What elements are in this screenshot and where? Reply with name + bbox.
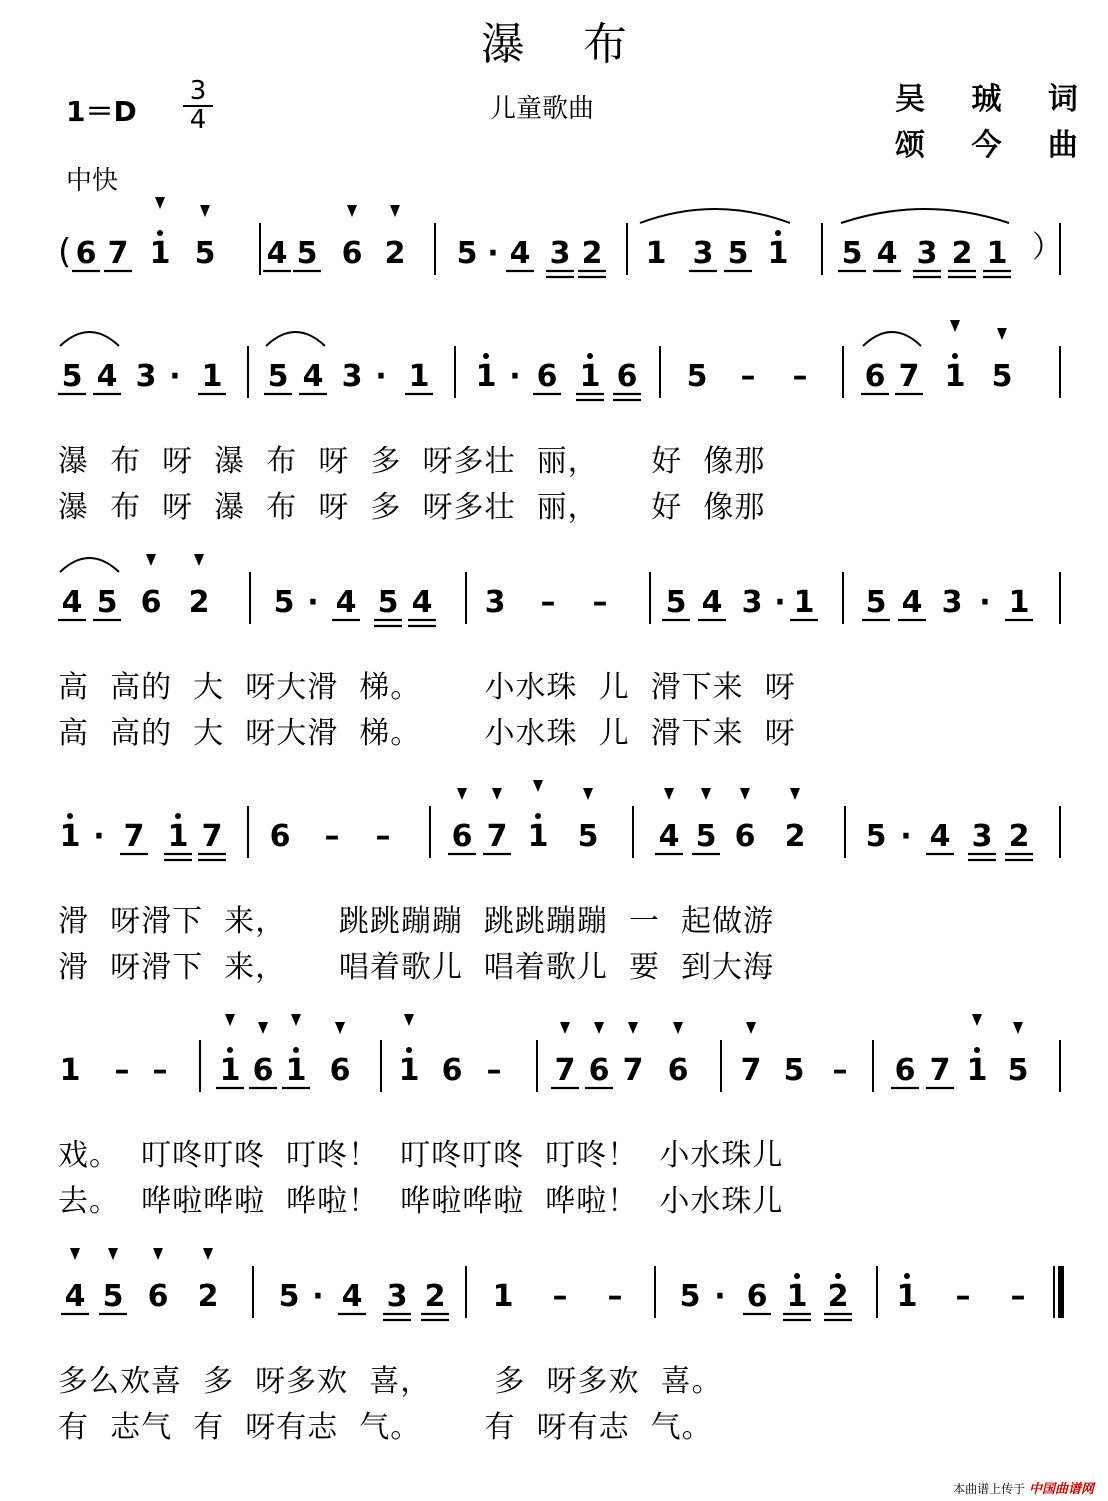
lyric-verse-2: 瀑 布 呀 瀑 布 呀 多 呀多壮 丽， 好 像那 xyxy=(58,490,766,525)
accent-mark xyxy=(533,780,543,792)
note: 5 xyxy=(278,1279,300,1314)
note: 4 xyxy=(96,359,118,394)
lyric-verse-1: 戏。 叮咚叮咚 叮咚！ 叮咚叮咚 叮咚！ 小水珠儿 xyxy=(58,1138,784,1173)
note: 1 xyxy=(966,1053,988,1088)
accent-mark xyxy=(258,1022,268,1034)
time-signature-denominator: 4 xyxy=(189,105,207,135)
octave-dot xyxy=(535,813,541,819)
accent-mark xyxy=(457,788,467,800)
dash-note: – xyxy=(592,585,608,620)
note: 5 xyxy=(679,1279,701,1314)
accent-mark xyxy=(390,205,400,217)
dot-note: · xyxy=(375,359,387,394)
note: 6 xyxy=(269,819,291,854)
accent-mark xyxy=(997,328,1007,340)
note: 7 xyxy=(929,1053,951,1088)
dash-note: – xyxy=(486,1053,502,1088)
note: 5 xyxy=(194,236,216,271)
octave-dot xyxy=(67,813,73,819)
octave-dot xyxy=(587,353,593,359)
accent-mark xyxy=(155,197,165,209)
note: 4 xyxy=(876,236,898,271)
note: 1 xyxy=(475,359,497,394)
accent-mark xyxy=(594,1022,604,1034)
note: 7 xyxy=(123,819,145,854)
note: 3 xyxy=(971,819,993,854)
octave-dot xyxy=(483,353,489,359)
note: 7 xyxy=(107,236,129,271)
accent-mark xyxy=(146,554,156,566)
note: 6 xyxy=(864,359,886,394)
footer-credit xyxy=(953,1478,1094,1497)
dash-note: – xyxy=(324,819,340,854)
note: 4 xyxy=(509,236,531,271)
note: 3 xyxy=(692,236,714,271)
octave-dot xyxy=(293,1047,299,1053)
time-signature xyxy=(183,78,213,133)
note: 5 xyxy=(456,236,478,271)
lyric-verse-2: 高 高的 大 呀大滑 梯。 小水珠 儿 滑下来 呀 xyxy=(58,716,796,751)
note: 5 xyxy=(686,359,708,394)
accent-mark xyxy=(701,788,711,800)
dash-note: – xyxy=(114,1053,130,1088)
note: 6 xyxy=(746,1279,768,1314)
lyric-verse-1: 高 高的 大 呀大滑 梯。 小水珠 儿 滑下来 呀 xyxy=(58,670,796,705)
note: 6 xyxy=(667,1053,689,1088)
octave-dot xyxy=(406,1047,412,1053)
note: 5 xyxy=(61,359,83,394)
note: 4 xyxy=(929,819,951,854)
lyric-verse-1: 滑 呀滑下 来， 跳跳蹦蹦 跳跳蹦蹦 一 起做游 xyxy=(58,904,775,939)
accent-mark xyxy=(664,788,674,800)
octave-dot xyxy=(952,353,958,359)
note: 5 xyxy=(727,236,749,271)
accent-mark xyxy=(583,788,593,800)
accent-mark xyxy=(628,1022,638,1034)
dash-note: – xyxy=(1010,1279,1026,1314)
footer-text: 本曲谱上传于 xyxy=(953,1482,1026,1496)
accent-mark xyxy=(335,1022,345,1034)
note: 6 xyxy=(616,359,638,394)
note: 5 xyxy=(273,585,295,620)
note: 1 xyxy=(201,359,223,394)
note: 2 xyxy=(581,236,603,271)
time-signature-numerator: 3 xyxy=(183,78,213,107)
note: 3 xyxy=(386,1279,408,1314)
note: 3 xyxy=(916,236,938,271)
note: 4 xyxy=(64,1279,86,1314)
accent-mark xyxy=(194,554,204,566)
note: 6 xyxy=(329,1053,351,1088)
accent-mark xyxy=(1013,1022,1023,1034)
note: 7 xyxy=(622,1053,644,1088)
slur-arc xyxy=(841,209,1009,223)
note: 1 xyxy=(786,1279,808,1314)
note: 4 xyxy=(411,585,433,620)
note: 6 xyxy=(734,819,756,854)
accent-mark xyxy=(153,1248,163,1260)
note: 2 xyxy=(827,1279,849,1314)
note: 6 xyxy=(441,1053,463,1088)
note: 1 xyxy=(579,359,601,394)
note: 5 xyxy=(96,585,118,620)
note: 2 xyxy=(384,236,406,271)
site-logo: 中国曲谱网 xyxy=(1028,1482,1094,1497)
octave-dot xyxy=(794,1273,800,1279)
dash-note: – xyxy=(607,1279,623,1314)
note: 4 xyxy=(701,585,723,620)
note: 1 xyxy=(896,1279,918,1314)
octave-dot xyxy=(175,813,181,819)
note: 1 xyxy=(645,236,667,271)
note: 5 xyxy=(296,236,318,271)
dash-note: – xyxy=(740,359,756,394)
note: 3 xyxy=(135,359,157,394)
note: 1 xyxy=(986,236,1008,271)
dot-note: · xyxy=(900,819,912,854)
note: 5 xyxy=(783,1053,805,1088)
note: 6 xyxy=(147,1279,169,1314)
note: 5 xyxy=(577,819,599,854)
note: 1 xyxy=(944,359,966,394)
note: 1 xyxy=(793,585,815,620)
note: 1 xyxy=(527,819,549,854)
note: 6 xyxy=(451,819,473,854)
octave-dot xyxy=(157,230,163,236)
accent-mark xyxy=(347,205,357,217)
dash-note: – xyxy=(792,359,808,394)
song-title: 瀑布 xyxy=(481,19,685,70)
slur-arc xyxy=(863,332,921,346)
note: 6 xyxy=(252,1053,274,1088)
close-paren: ） xyxy=(1032,230,1062,265)
accent-mark xyxy=(790,788,800,800)
octave-dot xyxy=(904,1273,910,1279)
accent-mark xyxy=(740,788,750,800)
note: 5 xyxy=(377,585,399,620)
note: 7 xyxy=(201,819,223,854)
octave-dot xyxy=(227,1047,233,1053)
dot-note: · xyxy=(714,1279,726,1314)
note: 2 xyxy=(197,1279,219,1314)
note: 4 xyxy=(335,585,357,620)
note: 5 xyxy=(865,585,887,620)
lyricist-credit: 吴 珹 词 xyxy=(895,82,1096,117)
slur-arc xyxy=(266,332,325,346)
octave-dot xyxy=(775,230,781,236)
note: 3 xyxy=(741,585,763,620)
composer-credit: 颂 今 曲 xyxy=(895,128,1096,163)
lyric-verse-2: 去。 哗啦哗啦 哗啦！ 哗啦哗啦 哗啦！ 小水珠儿 xyxy=(58,1184,784,1219)
note: 4 xyxy=(266,236,288,271)
genre-label: 儿童歌曲 xyxy=(490,94,595,124)
note: 3 xyxy=(341,359,363,394)
note: 6 xyxy=(588,1053,610,1088)
note: 2 xyxy=(951,236,973,271)
note: 5 xyxy=(865,819,887,854)
note: 4 xyxy=(302,359,324,394)
note: 7 xyxy=(554,1053,576,1088)
note: 5 xyxy=(841,236,863,271)
note: 1 xyxy=(285,1053,307,1088)
note: 5 xyxy=(102,1279,124,1314)
accent-mark xyxy=(291,1014,301,1026)
dash-note: – xyxy=(152,1053,168,1088)
accent-mark xyxy=(673,1022,683,1034)
note: 1 xyxy=(408,359,430,394)
accent-mark xyxy=(70,1248,80,1260)
dash-note: – xyxy=(375,819,391,854)
note: 3 xyxy=(484,585,506,620)
dot-note: · xyxy=(487,236,499,271)
accent-mark xyxy=(108,1248,118,1260)
dot-note: · xyxy=(307,585,319,620)
note: 1 xyxy=(219,1053,241,1088)
note: 7 xyxy=(486,819,508,854)
note: 1 xyxy=(767,236,789,271)
lyric-verse-1: 多么欢喜 多 呀多欢 喜， 多 呀多欢 喜。 xyxy=(58,1364,723,1399)
note: 1 xyxy=(59,819,81,854)
accent-mark xyxy=(404,1014,414,1026)
slur-arc xyxy=(60,332,119,346)
note: 5 xyxy=(267,359,289,394)
dot-note: · xyxy=(509,359,521,394)
accent-mark xyxy=(225,1014,235,1026)
note: 2 xyxy=(424,1279,446,1314)
accent-mark xyxy=(203,1248,213,1260)
lyric-verse-2: 有 志气 有 呀有志 气。 有 呀有志 气。 xyxy=(58,1410,713,1445)
dash-note: – xyxy=(540,585,556,620)
octave-dot xyxy=(835,1273,841,1279)
dot-note: · xyxy=(93,819,105,854)
note: 6 xyxy=(140,585,162,620)
tempo-marking: 中快 xyxy=(66,166,119,196)
octave-dot xyxy=(974,1047,980,1053)
note: 2 xyxy=(784,819,806,854)
note: 6 xyxy=(536,359,558,394)
slur-arc xyxy=(60,558,119,572)
note: 5 xyxy=(695,819,717,854)
note: 3 xyxy=(549,236,571,271)
note: 1 xyxy=(1008,585,1030,620)
note: 4 xyxy=(901,585,923,620)
note: 4 xyxy=(341,1279,363,1314)
dot-note: · xyxy=(312,1279,324,1314)
note: 7 xyxy=(740,1053,762,1088)
accent-mark xyxy=(492,788,502,800)
slur-arc xyxy=(640,209,790,223)
dash-note: – xyxy=(955,1279,971,1314)
note: 6 xyxy=(894,1053,916,1088)
accent-mark xyxy=(560,1022,570,1034)
lyric-verse-2: 滑 呀滑下 来， 唱着歌儿 唱着歌儿 要 到大海 xyxy=(58,950,775,985)
note: 1 xyxy=(59,1053,81,1088)
note: 3 xyxy=(941,585,963,620)
note: 6 xyxy=(75,236,97,271)
note: 5 xyxy=(665,585,687,620)
note: 1 xyxy=(398,1053,420,1088)
note: 4 xyxy=(61,585,83,620)
accent-mark xyxy=(200,205,210,217)
note: 1 xyxy=(167,819,189,854)
dash-note: – xyxy=(552,1279,568,1314)
note: 1 xyxy=(492,1279,514,1314)
dot-note: · xyxy=(774,585,786,620)
dash-note: – xyxy=(832,1053,848,1088)
open-paren: ( xyxy=(58,232,72,272)
note: 2 xyxy=(188,585,210,620)
note: 4 xyxy=(658,819,680,854)
note: 7 xyxy=(898,359,920,394)
lyric-verse-1: 瀑 布 呀 瀑 布 呀 多 呀多壮 丽， 好 像那 xyxy=(58,444,766,479)
note: 5 xyxy=(1007,1053,1029,1088)
dot-note: · xyxy=(979,585,991,620)
note: 6 xyxy=(341,236,363,271)
dot-note: · xyxy=(169,359,181,394)
accent-mark xyxy=(972,1014,982,1026)
note: 2 xyxy=(1008,819,1030,854)
note: 1 xyxy=(149,236,171,271)
accent-mark xyxy=(950,320,960,332)
accent-mark xyxy=(746,1022,756,1034)
note: 5 xyxy=(991,359,1013,394)
key-signature: 1＝D xyxy=(66,95,137,128)
